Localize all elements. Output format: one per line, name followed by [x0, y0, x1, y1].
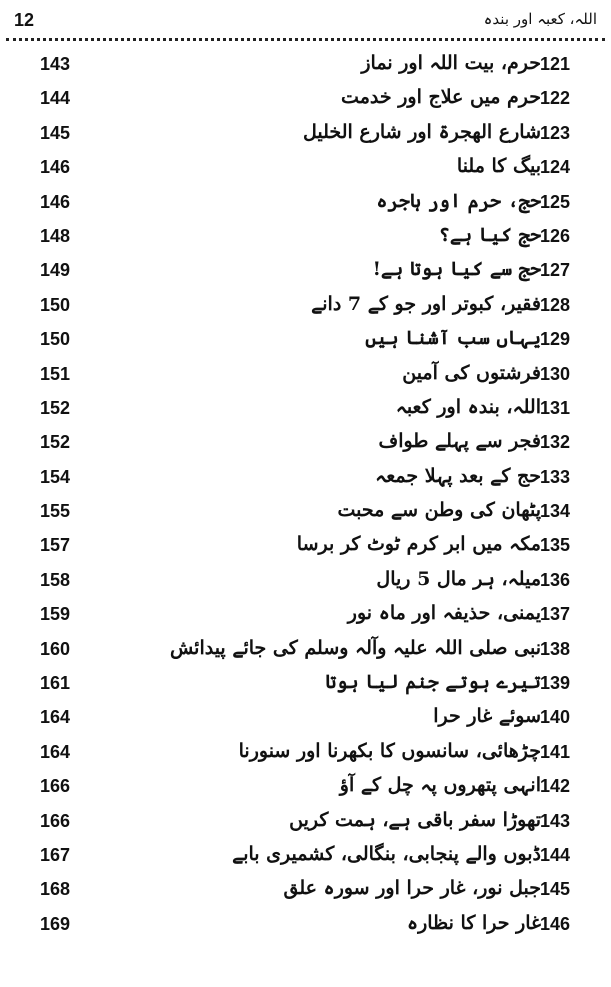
- toc-page: 159: [40, 604, 71, 625]
- toc-title: حرم، بیت اللہ اور نماز: [361, 52, 541, 74]
- toc-number: 131: [540, 397, 571, 418]
- toc-number: 121: [540, 54, 571, 74]
- toc-title: پٹھان کی وطن سے محبت: [337, 499, 541, 522]
- toc-row[interactable]: [0, 499, 611, 533]
- toc-number: 146: [540, 913, 571, 934]
- toc-title: حج کیا ہے؟: [438, 223, 541, 246]
- toc-row[interactable]: [0, 843, 611, 877]
- toc-row[interactable]: [0, 327, 611, 361]
- toc-title: یمنی، حذیفہ اور ماہ نور: [347, 602, 541, 625]
- toc-page: 148: [40, 225, 71, 246]
- toc-title: یہاں سب آشنا ہیں: [365, 327, 541, 350]
- toc-row[interactable]: [0, 224, 611, 258]
- toc-title: حج کے بعد پہلا جمعہ: [375, 464, 541, 487]
- toc-title: تھوڑا سفر باقی ہے، ہمت کریں: [289, 808, 541, 831]
- toc-number: 136: [540, 569, 571, 590]
- toc-page: 169: [40, 913, 71, 934]
- toc-row[interactable]: [0, 293, 611, 327]
- toc-page: 164: [40, 741, 71, 762]
- toc-title: غار حرا کا نظارہ: [406, 911, 541, 934]
- toc-page: 143: [40, 54, 71, 74]
- toc-title: فقیر، کبوتر اور جو کے 7 دانے: [311, 292, 541, 315]
- toc-title: تیرے ہوتے جنم لیا ہوتا: [325, 671, 541, 694]
- toc-title: شارع الھجرۃ اور شارع الخلیل: [303, 120, 541, 143]
- toc-row[interactable]: [0, 912, 611, 946]
- toc-title: حج، حرم اور ہاجرہ: [376, 189, 541, 212]
- toc-number: 130: [540, 363, 571, 384]
- toc-number: 139: [540, 673, 571, 694]
- toc-page: 145: [40, 122, 71, 143]
- toc-number: 122: [540, 88, 571, 109]
- toc-title: ڈبوں والے پنجابی، بنگالی، کشمیری بابے: [232, 842, 541, 865]
- toc-number: 126: [540, 225, 571, 246]
- toc-title: نبی صلی اللہ علیہ وآلہ وسلم کی جائے پیدائش: [169, 636, 541, 659]
- toc-number: 142: [540, 776, 571, 797]
- toc-title: میلہ، ہر مال 5 ریال: [376, 567, 541, 590]
- toc-title: سوئے غار حرا: [433, 705, 541, 728]
- toc-number: 144: [540, 844, 571, 865]
- toc-page: 150: [40, 329, 71, 350]
- toc-title: حج سے کیا ہوتا ہے!: [372, 258, 541, 281]
- toc-title: چڑھائی، سانسوں کا بکھرنا اور سنورنا: [238, 739, 541, 762]
- toc-number: 140: [540, 707, 571, 728]
- toc-row[interactable]: [0, 602, 611, 636]
- toc-page: 146: [40, 191, 71, 212]
- toc-row[interactable]: [0, 740, 611, 774]
- toc-page: 151: [40, 363, 71, 384]
- toc-page: 152: [40, 432, 71, 453]
- toc-number: 129: [540, 329, 571, 350]
- toc-page: 144: [40, 88, 71, 109]
- toc-number: 135: [540, 535, 571, 556]
- toc-number: 143: [540, 810, 571, 831]
- toc-page: 164: [40, 707, 71, 728]
- toc-row[interactable]: [0, 809, 611, 843]
- toc-row[interactable]: [0, 258, 611, 292]
- toc-number: 133: [540, 466, 571, 487]
- toc-page: 155: [40, 501, 71, 522]
- toc-title: اللہ، بندہ اور کعبہ: [395, 395, 541, 418]
- toc-page: 150: [40, 294, 71, 315]
- toc-number: 128: [540, 294, 571, 315]
- toc-row[interactable]: [0, 568, 611, 602]
- toc-row[interactable]: [0, 155, 611, 189]
- toc-row[interactable]: [0, 430, 611, 464]
- table-of-contents: [0, 52, 611, 946]
- toc-title: فجر سے پہلے طواف: [378, 430, 541, 453]
- toc-row[interactable]: [0, 671, 611, 705]
- toc-page: 161: [40, 673, 71, 694]
- toc-page: 166: [40, 810, 71, 831]
- toc-row[interactable]: [0, 362, 611, 396]
- toc-title: جبل نور، غار حرا اور سورہ علق: [283, 877, 541, 900]
- toc-row[interactable]: [0, 533, 611, 567]
- toc-title: انہی پتھروں پہ چل کے آؤ: [339, 774, 541, 797]
- toc-title: بیگ کا ملنا: [456, 155, 541, 178]
- toc-row[interactable]: [0, 465, 611, 499]
- toc-number: 137: [540, 604, 571, 625]
- toc-page: 166: [40, 776, 71, 797]
- toc-page: 154: [40, 466, 71, 487]
- running-title: اللہ، کعبہ اور بندہ: [483, 10, 597, 28]
- toc-title: حرم میں علاج اور خدمت: [341, 86, 541, 109]
- toc-number: 124: [540, 157, 571, 178]
- toc-number: 134: [540, 501, 571, 522]
- toc-page: 157: [40, 535, 71, 556]
- toc-number: 145: [540, 879, 571, 900]
- toc-number: 125: [540, 191, 571, 212]
- toc-row[interactable]: [0, 121, 611, 155]
- toc-row[interactable]: [0, 396, 611, 430]
- toc-row[interactable]: [0, 52, 611, 86]
- header-rule: [6, 38, 605, 41]
- toc-row[interactable]: [0, 637, 611, 671]
- toc-page: 146: [40, 157, 71, 178]
- page-number: 12: [14, 10, 35, 30]
- toc-number: 123: [540, 122, 571, 143]
- toc-title: فرشتوں کی آمین: [402, 361, 541, 384]
- toc-page: 149: [40, 260, 71, 281]
- toc-number: 138: [540, 638, 571, 659]
- toc-page: 167: [40, 844, 71, 865]
- toc-page: 152: [40, 397, 71, 418]
- toc-title: مکہ میں ابر کرم ٹوٹ کر برسا: [296, 533, 541, 556]
- toc-page: 158: [40, 569, 71, 590]
- toc-number: 141: [540, 741, 571, 762]
- toc-page: 168: [40, 879, 71, 900]
- toc-row[interactable]: [0, 877, 611, 911]
- toc-row[interactable]: [0, 86, 611, 120]
- toc-number: 132: [540, 432, 571, 453]
- toc-row[interactable]: [0, 705, 611, 739]
- toc-number: 127: [540, 260, 571, 281]
- toc-row[interactable]: [0, 190, 611, 224]
- toc-row[interactable]: [0, 774, 611, 808]
- toc-page: 160: [40, 638, 71, 659]
